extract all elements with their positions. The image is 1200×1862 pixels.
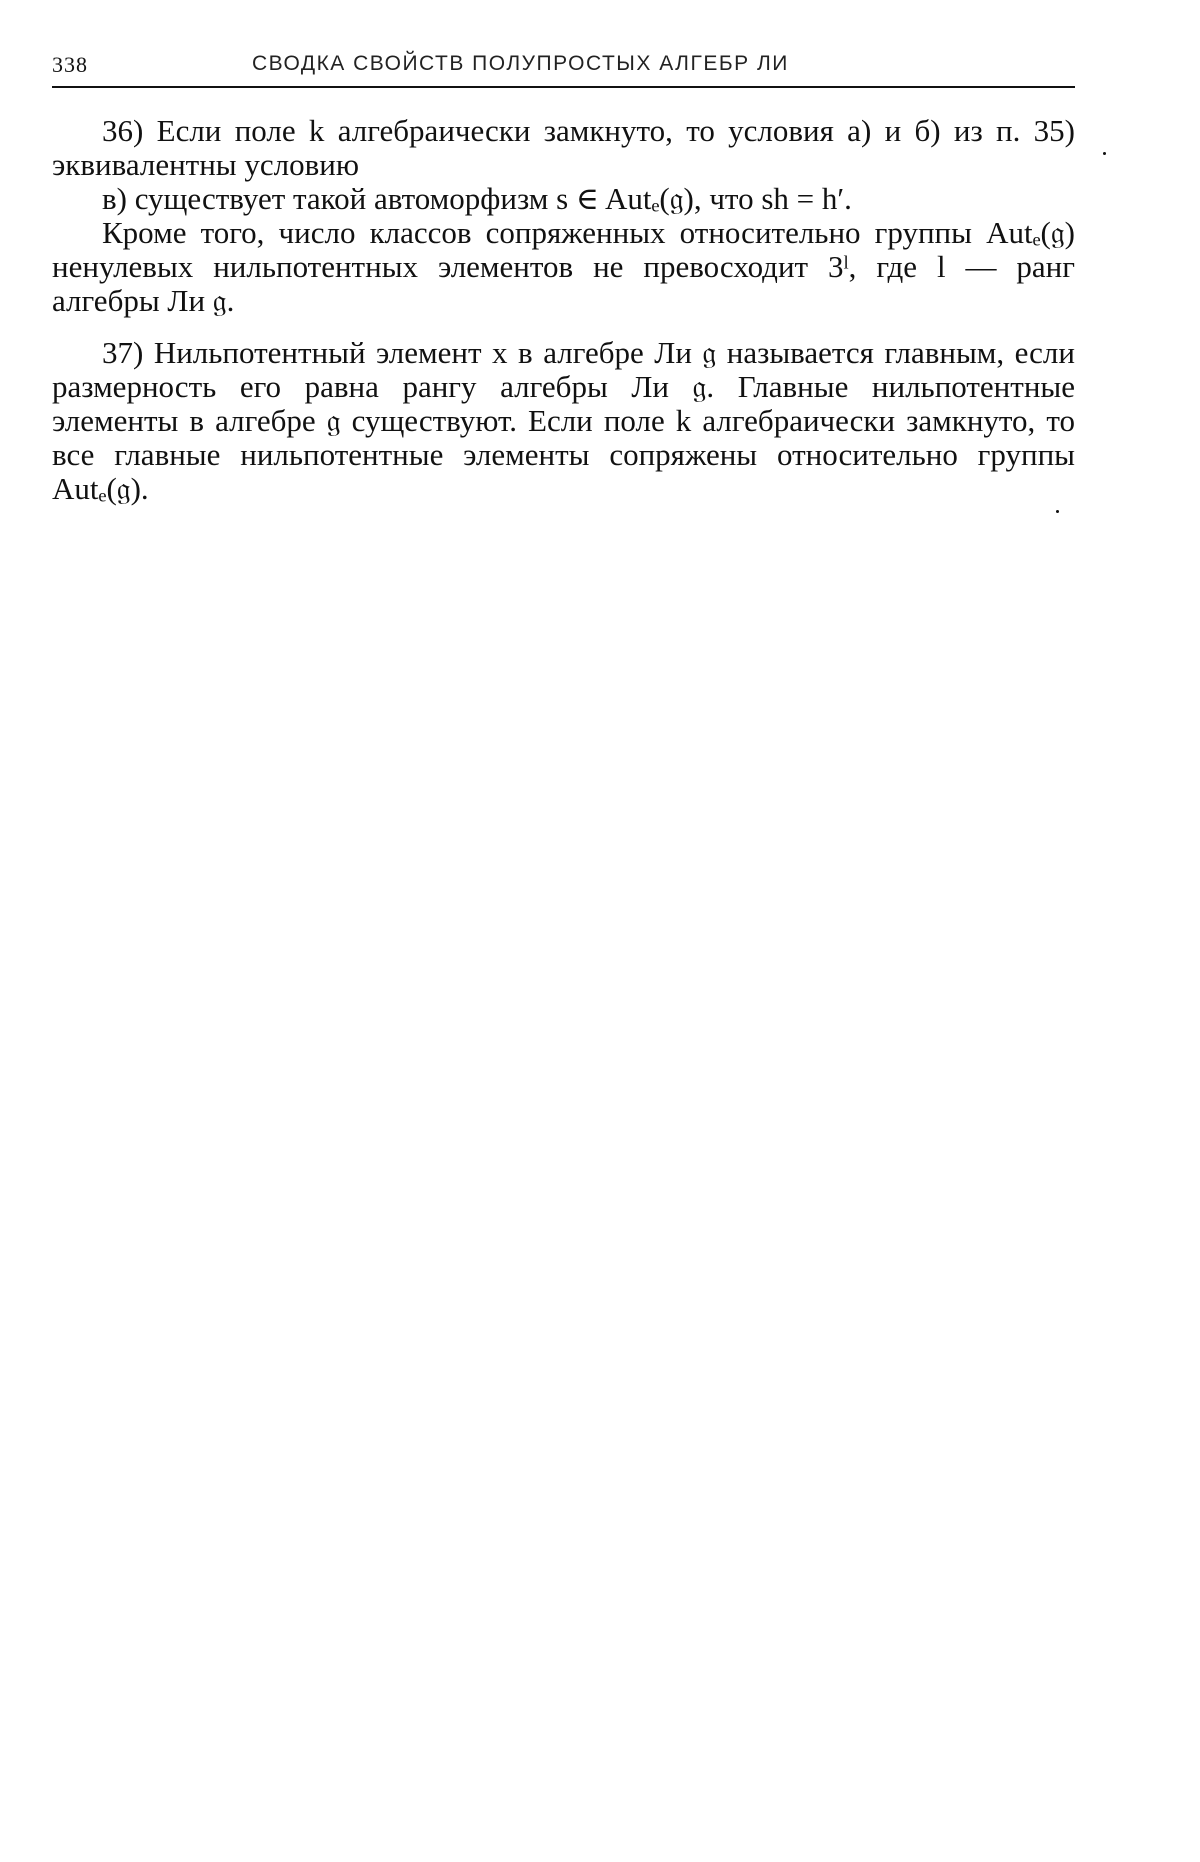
- paragraph-36-condition-v: в) существует такой автоморфизм s ∈ Autₑ(𝔤), что sh = h′.: [102, 181, 852, 216]
- book-page: [52, 48, 1075, 506]
- page-number: 338: [52, 52, 88, 77]
- paragraph-37: 37) Нильпотентный элемент x в алгебре Ли 𝔤 называется главным, если размерность его равна рангу алгебры Ли 𝔤. Главные нильпотентные элементы в алгебре 𝔤 существуют. Если поле k алгебраически замкнуто, то все главные нильпотентные элементы сопряжены относительно группы Autₑ(𝔤).: [52, 335, 1075, 506]
- running-title: СВОДКА СВОЙСТВ ПОЛУПРОСТЫХ АЛГЕБР ЛИ: [252, 52, 789, 75]
- paragraph-36-intro: 36) Если поле k алгебраически замкнуто, то условия а) и б) из п. 35) эквивалентны условию: [52, 113, 1075, 182]
- paragraph-36-remark: Кроме того, число классов сопряженных относительно группы Autₑ(𝔤) ненулевых нильпотентных элементов не превосходит 3ˡ, где l — ранг алгебры Ли 𝔤.: [52, 215, 1075, 318]
- page-body: [52, 114, 1075, 506]
- header-rule: [52, 86, 1075, 88]
- running-head: [52, 48, 1075, 84]
- scan-speck: [1103, 152, 1106, 155]
- scan-speck: [1056, 510, 1059, 513]
